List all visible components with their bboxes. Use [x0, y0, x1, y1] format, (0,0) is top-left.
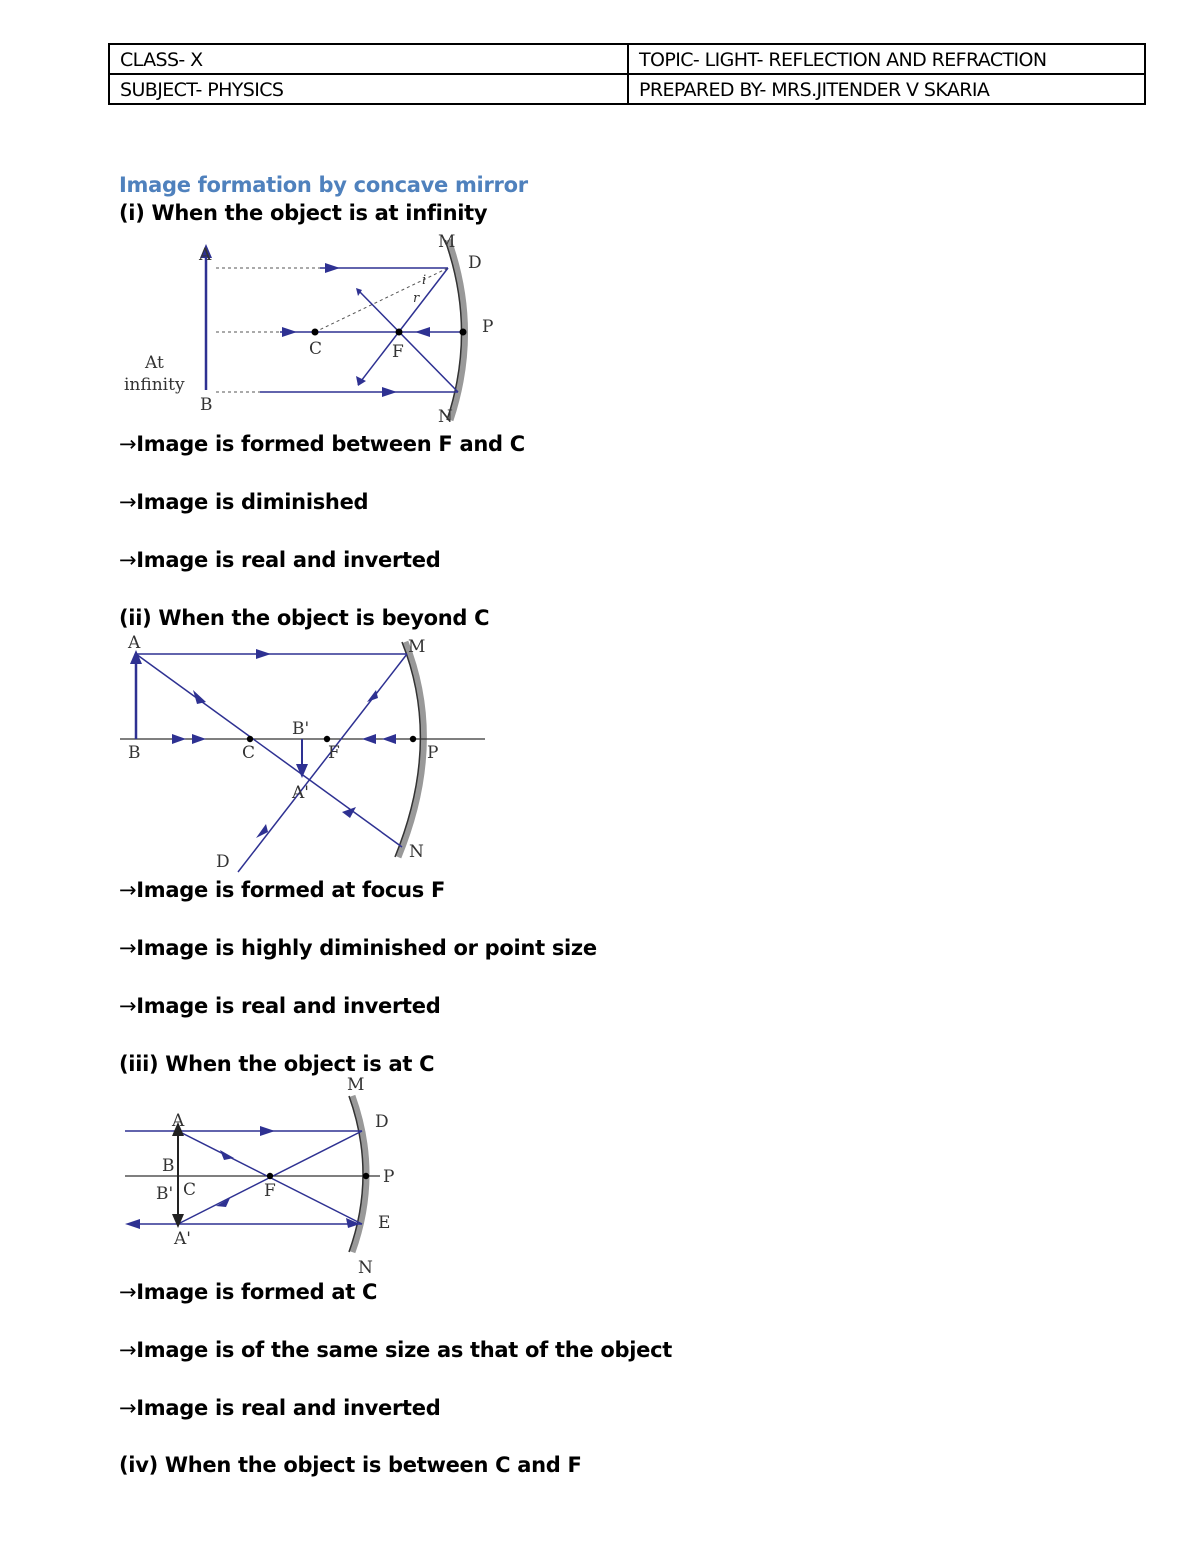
label-f: F	[264, 1181, 276, 1201]
header-table	[108, 43, 1146, 105]
label-p: P	[427, 743, 439, 763]
prepared-by-cell: PREPARED BY- MRS.JITENDER V SKARIA	[628, 74, 1145, 104]
label-d: D	[216, 852, 230, 872]
case-2-point-1: →Image is formed at focus F	[119, 878, 445, 902]
diagram-object-beyond-c	[120, 632, 495, 877]
label-b-prime: B'	[292, 719, 310, 739]
label-c: C	[309, 339, 323, 359]
label-at: At	[145, 353, 164, 373]
label-a: A	[199, 245, 212, 265]
label-a: A	[172, 1111, 185, 1131]
case-3-point-2: →Image is of the same size as that of the object	[119, 1338, 672, 1362]
label-b-prime: B'	[156, 1184, 174, 1204]
label-d: D	[375, 1112, 389, 1132]
label-b: B	[200, 395, 213, 415]
label-b: B	[128, 743, 141, 763]
label-m: M	[438, 232, 456, 252]
label-p: P	[482, 317, 494, 337]
case-1-point-3: →Image is real and inverted	[119, 548, 441, 572]
diagram-object-at-infinity	[120, 230, 510, 430]
case-2-heading: (ii) When the object is beyond C	[119, 606, 490, 630]
case-1-point-2: →Image is diminished	[119, 490, 369, 514]
label-a-prime: A'	[292, 783, 309, 803]
label-n: N	[409, 842, 424, 862]
label-a-prime: A'	[174, 1229, 191, 1249]
case-2-point-2: →Image is highly diminished or point size	[119, 936, 597, 960]
case-3-point-1: →Image is formed at C	[119, 1280, 378, 1304]
case-3-heading: (iii) When the object is at C	[119, 1052, 435, 1076]
label-n: N	[438, 407, 453, 427]
topic-cell: TOPIC- LIGHT- REFLECTION AND REFRACTION	[628, 44, 1145, 74]
label-e: E	[378, 1213, 391, 1233]
case-3-point-3: →Image is real and inverted	[119, 1396, 441, 1420]
label-m: M	[347, 1075, 365, 1095]
case-1-point-1: →Image is formed between F and C	[119, 432, 525, 456]
case-2-point-3: →Image is real and inverted	[119, 994, 441, 1018]
label-i: i	[422, 273, 427, 288]
label-n: N	[358, 1258, 373, 1278]
section-title: Image formation by concave mirror	[119, 173, 528, 197]
label-infinity: infinity	[124, 375, 185, 395]
label-p: P	[383, 1167, 395, 1187]
label-a: A	[128, 633, 141, 653]
label-f: F	[392, 342, 404, 362]
subject-cell: SUBJECT- PHYSICS	[109, 74, 628, 104]
label-r: r	[413, 291, 420, 306]
label-m: M	[408, 637, 426, 657]
label-f: F	[328, 743, 340, 763]
diagram-object-at-c	[120, 1074, 420, 1279]
label-d: D	[468, 253, 482, 273]
label-c: C	[183, 1180, 197, 1200]
label-c: C	[242, 743, 256, 763]
class-cell: CLASS- X	[109, 44, 628, 74]
case-4-heading: (iv) When the object is between C and F	[119, 1453, 582, 1477]
label-b: B	[162, 1156, 175, 1176]
case-1-heading: (i) When the object is at infinity	[119, 201, 488, 225]
